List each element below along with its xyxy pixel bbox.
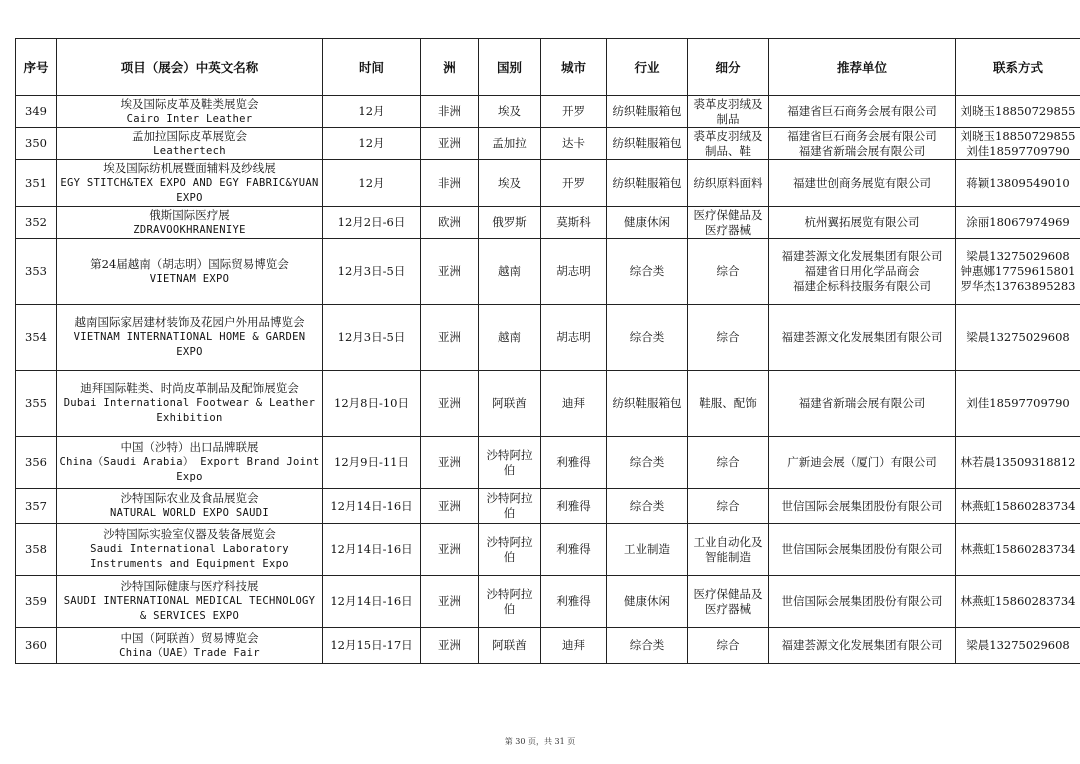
row-continent: 亚洲 <box>421 628 479 664</box>
header-unit: 推荐单位 <box>769 39 956 96</box>
row-industry: 综合类 <box>607 628 688 664</box>
table-row <box>16 628 1080 664</box>
row-industry: 综合类 <box>607 239 688 305</box>
row-name-cn: 沙特国际实验室仪器及装备展览会 <box>103 527 276 541</box>
header-segment: 细分 <box>688 39 769 96</box>
row-contact <box>956 128 1080 160</box>
row-name <box>57 489 323 524</box>
row-country: 埃及 <box>479 96 541 128</box>
row-contact-line: 刘晓玉18850729855 <box>960 104 1076 118</box>
row-contact <box>956 576 1080 628</box>
row-unit-line: 世信国际会展集团股份有限公司 <box>781 594 943 608</box>
row-industry: 健康休闲 <box>607 207 688 239</box>
row-contact-line: 刘佳18597709790 <box>966 143 1070 158</box>
row-name <box>57 305 323 371</box>
row-name-en: NATURAL WORLD EXPO SAUDI <box>110 507 269 519</box>
row-city: 迪拜 <box>541 371 607 437</box>
row-contact <box>956 371 1080 437</box>
row-city: 利雅得 <box>541 576 607 628</box>
row-unit <box>769 628 956 664</box>
row-segment: 医疗保健品及医疗器械 <box>688 207 769 239</box>
row-country: 沙特阿拉伯 <box>479 437 541 489</box>
row-no: 353 <box>16 239 57 305</box>
row-time: 12月14日-16日 <box>323 524 421 576</box>
row-city: 利雅得 <box>541 489 607 524</box>
row-unit <box>769 207 956 239</box>
table-row <box>16 305 1080 371</box>
row-time: 12月 <box>323 96 421 128</box>
row-city: 利雅得 <box>541 524 607 576</box>
header-name: 项目（展会）中英文名称 <box>57 39 323 96</box>
row-name-cn: 迪拜国际鞋类、时尚皮革制品及配饰展览会 <box>80 381 299 395</box>
row-contact-line: 梁晨13275029608 <box>966 638 1070 652</box>
row-country: 沙特阿拉伯 <box>479 524 541 576</box>
table-row <box>16 239 1080 305</box>
row-name <box>57 628 323 664</box>
row-country: 阿联酋 <box>479 371 541 437</box>
row-segment: 纺织原料面料 <box>688 160 769 207</box>
row-name <box>57 576 323 628</box>
row-name-en: SAUDI INTERNATIONAL MEDICAL TECHNOLOGY & SERVICES EXPO <box>63 595 316 622</box>
row-name-en: Saudi International Laboratory Instruments and Equipment Expo <box>90 543 289 570</box>
row-name-en: Dubai International Footwear & Leather Exhibition <box>63 397 316 424</box>
row-no: 360 <box>16 628 57 664</box>
row-industry: 纺织鞋服箱包 <box>607 128 688 160</box>
row-city: 莫斯科 <box>541 207 607 239</box>
row-name <box>57 207 323 239</box>
row-segment: 综合 <box>688 305 769 371</box>
header-country: 国别 <box>479 39 541 96</box>
row-continent: 非洲 <box>421 96 479 128</box>
row-unit <box>769 371 956 437</box>
exhibition-table <box>15 38 1080 664</box>
table-row <box>16 207 1080 239</box>
row-no: 357 <box>16 489 57 524</box>
row-city: 达卡 <box>541 128 607 160</box>
row-continent: 欧洲 <box>421 207 479 239</box>
row-unit-line: 广新迪会展（厦门）有限公司 <box>787 455 937 469</box>
row-unit <box>769 305 956 371</box>
row-unit <box>769 96 956 128</box>
row-contact <box>956 207 1080 239</box>
row-contact-line: 梁晨13275029608 <box>966 330 1070 344</box>
row-city: 胡志明 <box>541 239 607 305</box>
row-industry: 纺织鞋服箱包 <box>607 371 688 437</box>
row-no: 350 <box>16 128 57 160</box>
row-no: 354 <box>16 305 57 371</box>
row-name-cn: 越南国际家居建材装饰及花园户外用品博览会 <box>74 315 305 329</box>
row-time: 12月2日-6日 <box>323 207 421 239</box>
row-segment: 综合 <box>688 489 769 524</box>
row-contact <box>956 524 1080 576</box>
row-unit-line: 杭州翼拓展览有限公司 <box>804 215 920 229</box>
row-unit-line: 福建省巨石商务会展有限公司 <box>787 104 937 118</box>
row-continent: 亚洲 <box>421 128 479 160</box>
row-continent: 亚洲 <box>421 489 479 524</box>
row-city: 胡志明 <box>541 305 607 371</box>
row-contact-line: 刘晓玉18850729855 <box>960 128 1076 143</box>
row-unit-line: 福建荟源文化发展集团有限公司 <box>781 330 943 344</box>
row-unit-line: 福建荟源文化发展集团有限公司 <box>781 249 943 263</box>
row-unit-line: 福建省新瑞会展有限公司 <box>798 396 926 410</box>
header-continent: 洲 <box>421 39 479 96</box>
row-contact-line: 林燕虹15860283734 <box>960 594 1076 608</box>
row-contact-line: 钟惠娜17759615801 <box>960 264 1076 278</box>
row-no: 358 <box>16 524 57 576</box>
row-industry: 纺织鞋服箱包 <box>607 96 688 128</box>
row-contact-line: 罗华杰13763895283 <box>960 279 1076 293</box>
row-city: 开罗 <box>541 160 607 207</box>
row-unit <box>769 160 956 207</box>
row-contact <box>956 489 1080 524</box>
row-name-cn: 埃及国际纺机展暨面辅料及纱线展 <box>103 160 276 175</box>
row-time: 12月3日-5日 <box>323 305 421 371</box>
row-unit <box>769 489 956 524</box>
row-contact-line: 林燕虹15860283734 <box>960 498 1076 513</box>
row-name-en: Cairo Inter Leather <box>126 112 253 125</box>
row-unit-line: 福建省日用化学品商会 <box>804 264 920 278</box>
row-unit <box>769 576 956 628</box>
row-industry: 工业制造 <box>607 524 688 576</box>
row-name-cn: 孟加拉国际皮革展览会 <box>132 128 247 143</box>
row-no: 359 <box>16 576 57 628</box>
row-contact <box>956 305 1080 371</box>
row-city: 利雅得 <box>541 437 607 489</box>
row-name-cn: 中国（阿联酋）贸易博览会 <box>120 630 259 645</box>
row-country: 俄罗斯 <box>479 207 541 239</box>
row-no: 356 <box>16 437 57 489</box>
row-time: 12月14日-16日 <box>323 576 421 628</box>
row-name-en: China（UAE）Trade Fair <box>119 646 260 659</box>
row-name <box>57 96 323 128</box>
row-continent: 亚洲 <box>421 371 479 437</box>
row-city: 开罗 <box>541 96 607 128</box>
row-unit-line: 福建企标科技服务有限公司 <box>793 279 931 293</box>
row-name-en: ZDRAVOOKHRANENIYE <box>133 223 246 236</box>
row-segment: 工业自动化及智能制造 <box>688 524 769 576</box>
table-row <box>16 524 1080 576</box>
row-name-en: VIETNAM EXPO <box>149 272 230 285</box>
row-contact-line: 涂丽18067974969 <box>966 215 1070 229</box>
row-segment: 医疗保健品及医疗器械 <box>688 576 769 628</box>
row-contact <box>956 160 1080 207</box>
row-name <box>57 239 323 305</box>
row-country: 越南 <box>479 305 541 371</box>
row-contact <box>956 628 1080 664</box>
header-contact: 联系方式 <box>956 39 1080 96</box>
row-unit-line: 福建世创商务展览有限公司 <box>793 175 931 190</box>
table-row <box>16 489 1080 524</box>
table-header-row <box>16 39 1080 96</box>
row-time: 12月9日-11日 <box>323 437 421 489</box>
row-name-cn: 俄斯国际医疗展 <box>149 207 230 222</box>
row-country: 阿联酋 <box>479 628 541 664</box>
row-country: 沙特阿拉伯 <box>479 576 541 628</box>
row-industry: 综合类 <box>607 437 688 489</box>
row-industry: 纺织鞋服箱包 <box>607 160 688 207</box>
table-row <box>16 371 1080 437</box>
row-time: 12月8日-10日 <box>323 371 421 437</box>
header-industry: 行业 <box>607 39 688 96</box>
row-time: 12月15日-17日 <box>323 628 421 664</box>
row-continent: 亚洲 <box>421 305 479 371</box>
row-unit-line: 福建荟源文化发展集团有限公司 <box>781 638 943 652</box>
row-contact-line: 林燕虹15860283734 <box>960 542 1076 556</box>
row-time: 12月14日-16日 <box>323 489 421 524</box>
header-city: 城市 <box>541 39 607 96</box>
row-country: 沙特阿拉伯 <box>479 489 541 524</box>
row-unit-line: 福建省巨石商务会展有限公司 <box>787 128 937 143</box>
row-name-en: Leathertech <box>153 144 226 157</box>
header-no: 序号 <box>16 39 57 96</box>
row-continent: 亚洲 <box>421 524 479 576</box>
row-contact <box>956 96 1080 128</box>
row-unit-line: 世信国际会展集团股份有限公司 <box>781 498 943 513</box>
row-name-cn: 沙特国际健康与医疗科技展 <box>120 579 259 593</box>
row-continent: 亚洲 <box>421 437 479 489</box>
row-name-en: VIETNAM INTERNATIONAL HOME & GARDEN EXPO <box>73 331 306 358</box>
row-name-en: EGY STITCH&TEX EXPO AND EGY FABRIC&YUAN EXPO <box>60 176 319 204</box>
table-row <box>16 437 1080 489</box>
row-no: 351 <box>16 160 57 207</box>
row-industry: 综合类 <box>607 489 688 524</box>
row-segment: 综合 <box>688 437 769 489</box>
row-country: 孟加拉 <box>479 128 541 160</box>
row-contact <box>956 239 1080 305</box>
row-name-cn: 第24届越南（胡志明）国际贸易博览会 <box>90 256 289 271</box>
row-continent: 亚洲 <box>421 576 479 628</box>
row-no: 352 <box>16 207 57 239</box>
row-name <box>57 160 323 207</box>
row-segment: 裘革皮羽绒及制品、鞋 <box>688 128 769 160</box>
header-time: 时间 <box>323 39 421 96</box>
table-row <box>16 96 1080 128</box>
row-country: 埃及 <box>479 160 541 207</box>
row-unit <box>769 239 956 305</box>
row-unit-line: 福建省新瑞会展有限公司 <box>798 143 926 158</box>
row-industry: 综合类 <box>607 305 688 371</box>
row-contact <box>956 437 1080 489</box>
row-city: 迪拜 <box>541 628 607 664</box>
row-segment: 综合 <box>688 239 769 305</box>
row-unit <box>769 128 956 160</box>
table-row <box>16 160 1080 207</box>
row-time: 12月3日-5日 <box>323 239 421 305</box>
row-no: 355 <box>16 371 57 437</box>
row-name-en: China（Saudi Arabia） Export Brand Joint Expo <box>59 456 320 483</box>
row-name <box>57 371 323 437</box>
row-country: 越南 <box>479 239 541 305</box>
table-row <box>16 576 1080 628</box>
row-segment: 鞋服、配饰 <box>688 371 769 437</box>
row-contact-line: 蒋颖13809549010 <box>966 175 1070 190</box>
row-name-cn: 埃及国际皮革及鞋类展览会 <box>120 96 259 111</box>
table-row <box>16 128 1080 160</box>
row-contact-line: 梁晨13275029608 <box>966 249 1070 263</box>
row-no: 349 <box>16 96 57 128</box>
row-name-cn: 中国（沙特）出口品牌联展 <box>120 440 259 454</box>
row-continent: 亚洲 <box>421 239 479 305</box>
row-segment: 综合 <box>688 628 769 664</box>
row-name <box>57 524 323 576</box>
row-unit <box>769 524 956 576</box>
row-contact-line: 刘佳18597709790 <box>966 396 1070 410</box>
row-industry: 健康休闲 <box>607 576 688 628</box>
row-continent: 非洲 <box>421 160 479 207</box>
row-name <box>57 437 323 489</box>
row-time: 12月 <box>323 128 421 160</box>
row-time: 12月 <box>323 160 421 207</box>
row-contact-line: 林若晨13509318812 <box>960 455 1076 469</box>
row-segment: 裘革皮羽绒及制品 <box>688 96 769 128</box>
row-name <box>57 128 323 160</box>
row-name-cn: 沙特国际农业及食品展览会 <box>120 491 259 505</box>
page-footer: 第 30 页，共 31 页 <box>504 737 576 746</box>
row-unit <box>769 437 956 489</box>
row-unit-line: 世信国际会展集团股份有限公司 <box>781 542 943 556</box>
